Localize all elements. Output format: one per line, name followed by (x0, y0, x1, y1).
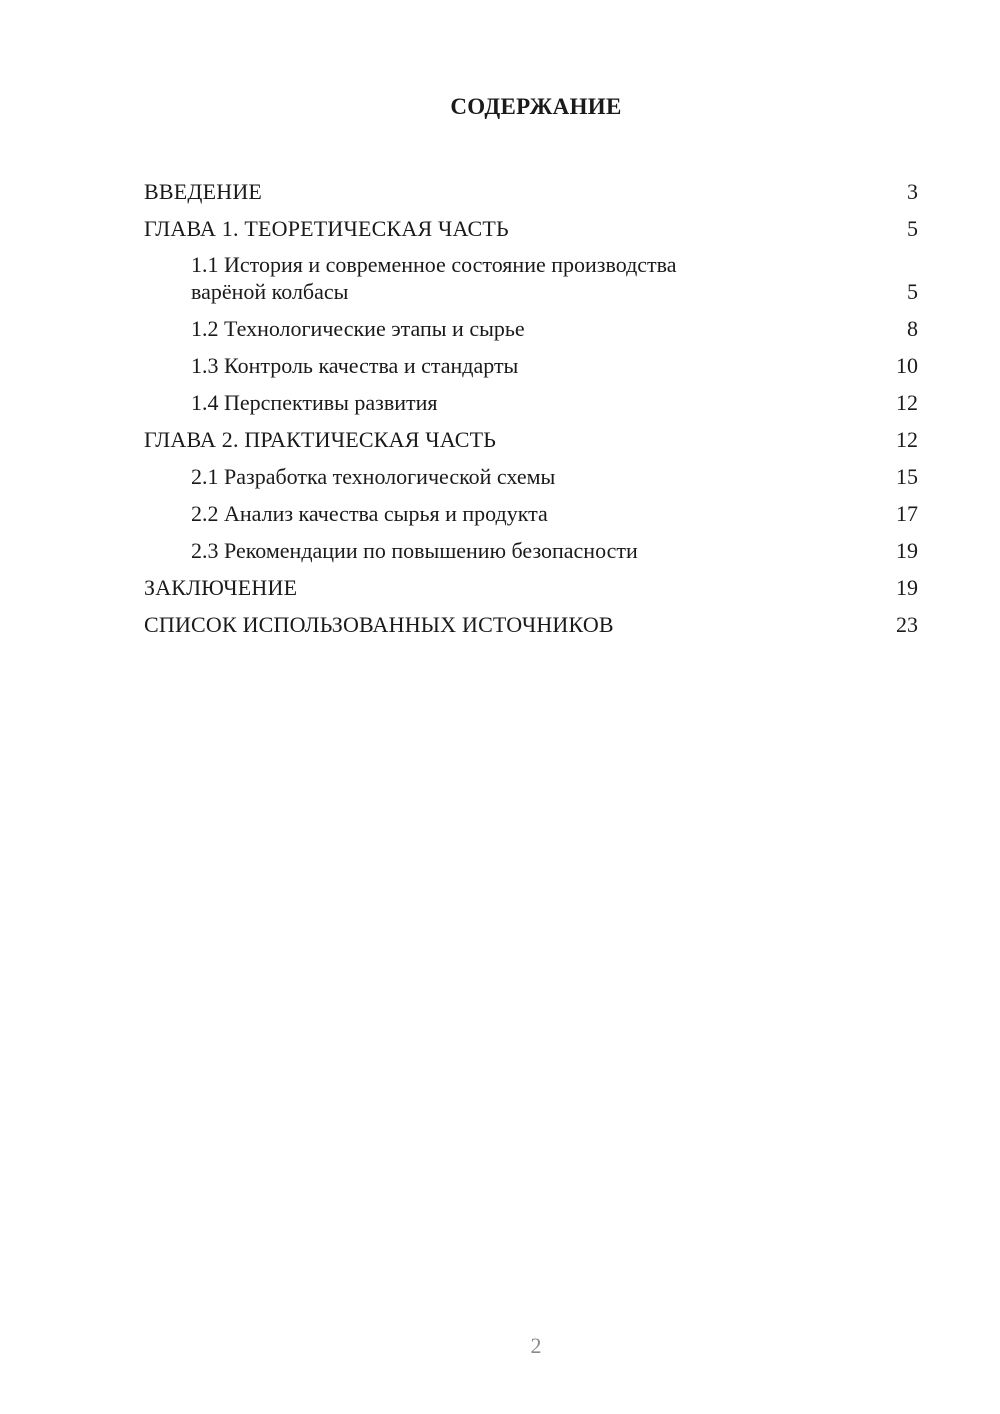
toc-entry-page: 5 (907, 279, 918, 304)
toc-entry-page: 19 (896, 538, 918, 563)
toc-entry-page: 15 (896, 464, 918, 489)
toc-entry-section-2-2[interactable] (144, 490, 918, 527)
toc-entry-page: 10 (896, 353, 918, 378)
page-number: 2 (530, 1333, 542, 1358)
toc-entry-references[interactable] (144, 601, 918, 638)
table-of-contents (144, 168, 918, 638)
toc-entry-label: 2.2 Анализ качества сырья и продукта (191, 501, 548, 526)
toc-entry-label: ГЛАВА 1. ТЕОРЕТИЧЕСКАЯ ЧАСТЬ (144, 216, 509, 241)
page-title: СОДЕРЖАНИЕ (450, 94, 622, 119)
toc-entry-page: 19 (896, 575, 918, 600)
toc-entry-section-2-1[interactable] (144, 453, 918, 490)
toc-entry-section-1-1[interactable] (144, 242, 918, 305)
toc-entry-label: 1.2 Технологические этапы и сырье (191, 316, 525, 341)
toc-entry-label: ВВЕДЕНИЕ (144, 179, 263, 204)
toc-entry-label: 1.3 Контроль качества и стандарты (191, 353, 519, 378)
toc-entry-label: СПИСОК ИСПОЛЬЗОВАННЫХ ИСТОЧНИКОВ (144, 612, 614, 637)
toc-entry-label: ГЛАВА 2. ПРАКТИЧЕСКАЯ ЧАСТЬ (144, 427, 497, 452)
toc-entry-page: 8 (907, 316, 918, 341)
toc-entry-conclusion[interactable] (144, 564, 918, 601)
toc-entry-page: 5 (907, 216, 918, 241)
toc-entry-page: 3 (907, 179, 918, 204)
toc-entry-label: 2.3 Рекомендации по повышению безопасности (191, 538, 638, 563)
toc-entry-label: 1.4 Перспективы развития (191, 390, 438, 415)
toc-entry-label: 1.1 История и современное состояние производства варёной колбасы (191, 252, 677, 304)
toc-entry-section-1-2[interactable] (144, 305, 918, 342)
toc-entry-page: 17 (896, 501, 918, 526)
toc-entry-section-1-4[interactable] (144, 379, 918, 416)
toc-entry-section-2-3[interactable] (144, 527, 918, 564)
toc-entry-introduction[interactable] (144, 168, 918, 205)
toc-entry-label: ЗАКЛЮЧЕНИЕ (144, 575, 298, 600)
toc-entry-label: 2.1 Разработка технологической схемы (191, 464, 556, 489)
toc-entry-page: 12 (896, 427, 918, 452)
toc-entry-chapter-1[interactable] (144, 205, 918, 242)
toc-entry-page: 23 (896, 612, 918, 637)
toc-entry-chapter-2[interactable] (144, 416, 918, 453)
toc-entry-page: 12 (896, 390, 918, 415)
toc-entry-section-1-3[interactable] (144, 342, 918, 379)
